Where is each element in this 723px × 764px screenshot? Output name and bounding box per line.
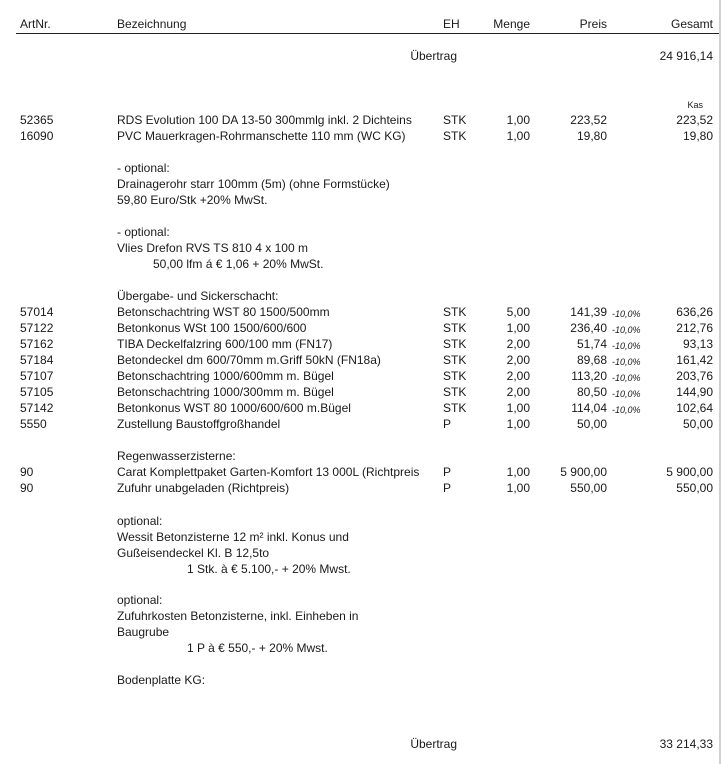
row-discount: -10,0% bbox=[612, 373, 641, 383]
row-description: Zustellung Baustoffgroßhandel bbox=[117, 417, 281, 431]
note-zufuhr-price: 1 P à € 550,- + 20% Mwst. bbox=[187, 641, 328, 655]
row-price: 114,04 bbox=[571, 401, 607, 415]
row-quantity: 1,00 bbox=[506, 129, 530, 143]
row-unit: STK bbox=[443, 321, 467, 335]
col-header-bezeichnung: Bezeichnung bbox=[117, 17, 187, 31]
row-total: 636,26 bbox=[676, 305, 713, 319]
row-quantity: 2,00 bbox=[506, 353, 530, 367]
row-total: 50,00 bbox=[682, 417, 713, 431]
row-quantity: 2,00 bbox=[506, 369, 530, 383]
row-artnr: 57014 bbox=[20, 305, 54, 319]
note-baugrube: Baugrube bbox=[117, 625, 170, 639]
row-unit: STK bbox=[443, 337, 467, 351]
row-description: Zufuhr unabgeladen (Richtpreis) bbox=[117, 481, 290, 495]
kas-label: Kas bbox=[687, 100, 703, 110]
row-total: 144,90 bbox=[676, 385, 713, 399]
row-quantity: 1,00 bbox=[506, 401, 530, 415]
row-unit: STK bbox=[443, 305, 467, 319]
col-header-gesamt: Gesamt bbox=[670, 17, 713, 31]
row-description: Betonschachtring WST 80 1500/500mm bbox=[117, 305, 330, 319]
note-wessit-price: 1 Stk. à € 5.100,- + 20% Mwst. bbox=[187, 562, 351, 576]
row-price: 89,68 bbox=[576, 353, 607, 367]
row-price: 236,40 bbox=[570, 321, 607, 335]
row-description: Betonkonus WST 80 1000/600/600 m.Bügel bbox=[117, 401, 351, 415]
row-artnr: 52365 bbox=[20, 113, 54, 127]
note-vlies-price: 50,00 lfm á € 1,06 + 20% MwSt. bbox=[153, 257, 324, 271]
row-discount: -10,0% bbox=[612, 309, 641, 319]
row-total: 212,76 bbox=[676, 321, 713, 335]
row-price: 80,50 bbox=[576, 385, 607, 399]
uebertrag-top-value: 24 916,14 bbox=[659, 49, 713, 63]
row-discount: -10,0% bbox=[612, 405, 641, 415]
row-unit: P bbox=[443, 465, 452, 479]
row-total: 550,00 bbox=[676, 481, 713, 495]
row-description: Betondeckel dm 600/70mm m.Griff 50kN (FN18a) bbox=[117, 353, 381, 367]
row-artnr: 57105 bbox=[20, 385, 54, 399]
row-unit: STK bbox=[443, 385, 467, 399]
row-quantity: 2,00 bbox=[506, 385, 530, 399]
row-quantity: 1,00 bbox=[506, 113, 530, 127]
row-artnr: 90 bbox=[20, 481, 34, 495]
row-artnr: 57162 bbox=[20, 337, 54, 351]
row-description: PVC Mauerkragen-Rohrmanschette 110 mm (WC KG) bbox=[117, 129, 406, 143]
row-unit: STK bbox=[443, 113, 467, 127]
row-description: Carat Komplettpaket Garten-Komfort 13 000L (Richtpreis bbox=[117, 465, 420, 479]
row-unit: STK bbox=[443, 369, 467, 383]
row-total: 19,80 bbox=[682, 129, 713, 143]
note-optional-4: optional: bbox=[117, 593, 163, 607]
row-description: Betonschachtring 1000/300mm m. Bügel bbox=[117, 385, 334, 399]
section-bodenplatte: Bodenplatte KG: bbox=[117, 673, 206, 687]
row-total: 203,76 bbox=[676, 369, 713, 383]
note-vlies: Vlies Drefon RVS TS 810 4 x 100 m bbox=[117, 241, 308, 255]
row-description: Betonschachtring 1000/600mm m. Bügel bbox=[117, 369, 334, 383]
note-optional-1: - optional: bbox=[117, 161, 170, 175]
row-price: 5 900,00 bbox=[560, 465, 607, 479]
section-regenwasser: Regenwasserzisterne: bbox=[117, 449, 236, 463]
row-quantity: 1,00 bbox=[506, 465, 530, 479]
row-artnr: 57142 bbox=[20, 401, 54, 415]
section-uebergabe: Übergabe- und Sickerschacht: bbox=[117, 289, 279, 303]
row-artnr: 57122 bbox=[20, 321, 54, 335]
row-unit: STK bbox=[443, 401, 467, 415]
row-quantity: 1,00 bbox=[506, 481, 530, 495]
row-price: 51,74 bbox=[576, 337, 607, 351]
row-description: RDS Evolution 100 DA 13-50 300mmlg inkl. 2 Dichteins bbox=[117, 113, 412, 127]
row-quantity: 2,00 bbox=[506, 337, 530, 351]
row-discount: -10,0% bbox=[612, 357, 641, 367]
col-header-preis: Preis bbox=[579, 17, 607, 31]
row-price: 113,20 bbox=[571, 369, 607, 383]
row-total: 223,52 bbox=[676, 113, 713, 127]
page-edge bbox=[719, 0, 721, 764]
row-total: 93,13 bbox=[682, 337, 713, 351]
row-total: 161,42 bbox=[676, 353, 713, 367]
note-wessit: Wessit Betonzisterne 12 m² inkl. Konus und bbox=[117, 530, 349, 544]
row-description: Betonkonus WSt 100 1500/600/600 bbox=[117, 321, 307, 335]
col-header-artnr: ArtNr. bbox=[20, 17, 51, 31]
note-gusseisendeckel: Gußeisendeckel Kl. B 12,5to bbox=[117, 546, 270, 560]
note-drainagerohr: Drainagerohr starr 100mm (5m) (ohne Formstücke) bbox=[117, 177, 390, 191]
row-artnr: 57184 bbox=[20, 353, 54, 367]
row-price: 550,00 bbox=[570, 481, 607, 495]
row-price: 50,00 bbox=[576, 417, 607, 431]
row-unit: STK bbox=[443, 129, 467, 143]
col-header-menge: Menge bbox=[493, 17, 530, 31]
note-drainagerohr-price: 59,80 Euro/Stk +20% MwSt. bbox=[117, 193, 268, 207]
row-total: 102,64 bbox=[676, 401, 713, 415]
note-optional-3: optional: bbox=[117, 514, 163, 528]
row-quantity: 5,00 bbox=[506, 305, 530, 319]
row-unit: P bbox=[443, 481, 452, 495]
row-unit: P bbox=[443, 417, 452, 431]
row-description: TIBA Deckelfalzring 600/100 mm (FN17) bbox=[117, 337, 333, 351]
row-artnr: 5550 bbox=[20, 417, 47, 431]
note-zufuhrkosten: Zufuhrkosten Betonzisterne, inkl. Einheben in bbox=[117, 609, 359, 623]
col-header-eh: EH bbox=[443, 17, 460, 31]
row-discount: -10,0% bbox=[612, 325, 641, 335]
row-discount: -10,0% bbox=[612, 389, 641, 399]
row-artnr: 90 bbox=[20, 465, 34, 479]
uebertrag-bottom-value: 33 214,33 bbox=[659, 737, 713, 751]
row-total: 5 900,00 bbox=[666, 465, 713, 479]
row-artnr: 16090 bbox=[20, 129, 54, 143]
row-artnr: 57107 bbox=[20, 369, 54, 383]
header-rule bbox=[16, 33, 721, 34]
row-quantity: 1,00 bbox=[506, 417, 530, 431]
row-discount: -10,0% bbox=[612, 341, 641, 351]
uebertrag-bottom-label: Übertrag bbox=[410, 737, 457, 751]
row-price: 19,80 bbox=[576, 129, 607, 143]
row-quantity: 1,00 bbox=[506, 321, 530, 335]
note-optional-2: - optional: bbox=[117, 225, 170, 239]
row-price: 223,52 bbox=[570, 113, 607, 127]
row-price: 141,39 bbox=[570, 305, 607, 319]
uebertrag-top-label: Übertrag bbox=[410, 49, 457, 63]
row-unit: STK bbox=[443, 353, 467, 367]
